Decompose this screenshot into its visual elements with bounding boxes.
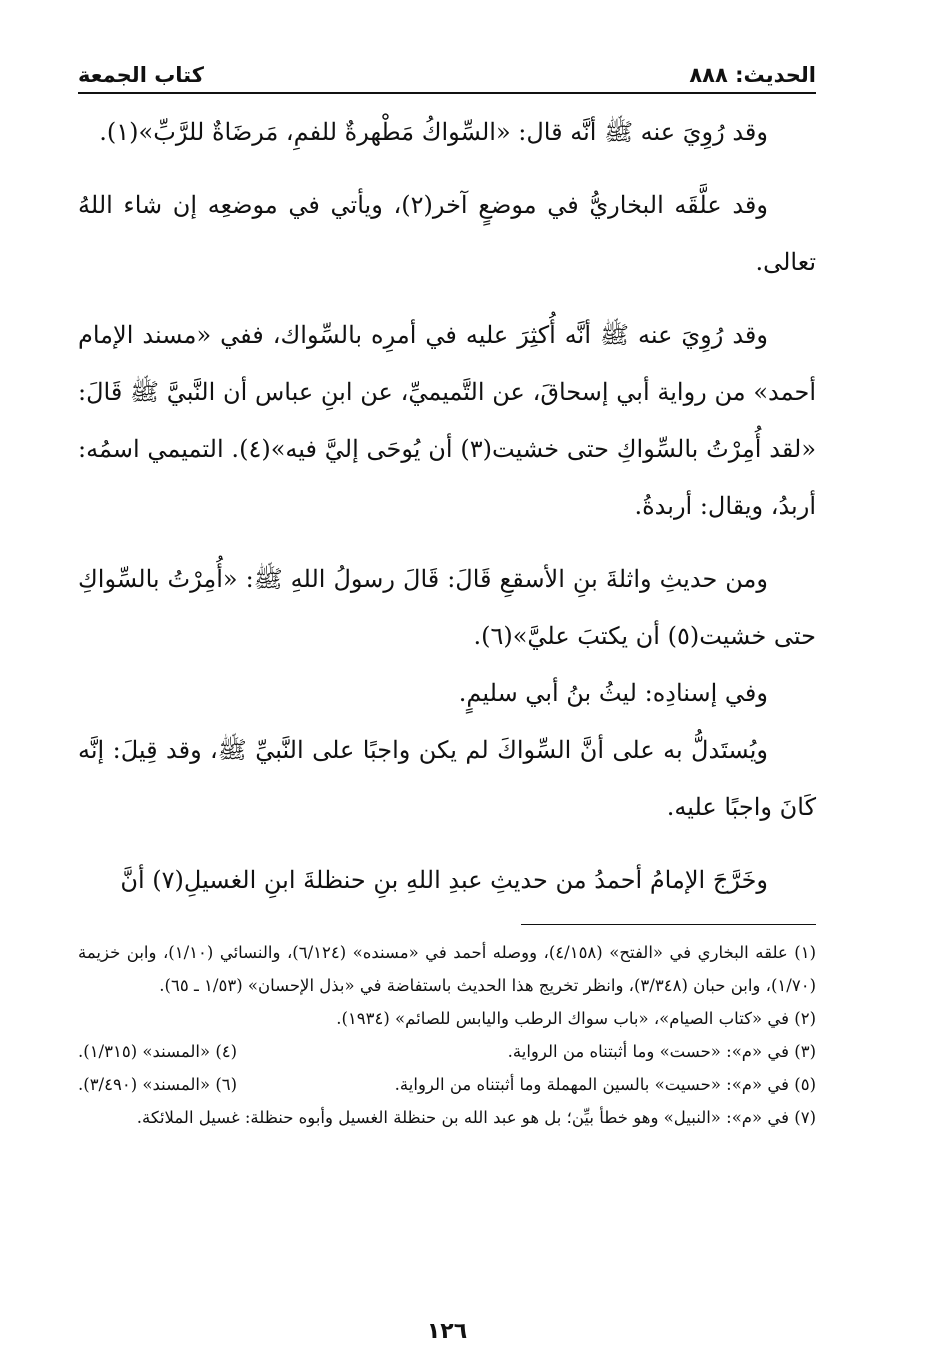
paragraph: وقد رُوِيَ عنه ﷺ أنَّه قال: «السِّواكُ مَطْهرةٌ للفمِ، مَرضَاةٌ للرَّبِّ»(١). (99, 118, 768, 146)
paragraph: ويُستَدلُّ به على أنَّ السِّواكَ لم يكن واجبًا على النَّبيِّ ﷺ، وقد قِيلَ: إنَّه كَانَ واجبًا عليه. (78, 736, 816, 821)
paragraph: وقد رُوِيَ عنه ﷺ أنَّه أُكثِرَ عليه في أمرِه بالسِّواك، ففي «مسند الإمام أحمد» من رواية أبي إسحاقَ، عن التَّميميِّ، عن ابنِ عباس أن النَّبيَّ ﷺ قَالَ: «لقد أُمِرْتُ بالسِّواكِ حتى خشيت(٣) أن يُوحَى إليَّ فيه»(٤). التميمي اسمُه: أربدُ، ويقال: أربدةُ. (78, 321, 817, 520)
paragraph: وخَرَّجَ الإمامُ أحمدُ من حديثِ عبدِ اللهِ بنِ حنظلةَ ابنِ الغسيلِ(٧) أنَّ (120, 866, 768, 894)
footnote: (٥) في «م»: «حسيت» بالسين المهملة وما أثبتناه من الرواية. (394, 1075, 816, 1094)
book-title: كتاب الجمعة (78, 63, 204, 87)
footnote: (٣) في «م»: «حست» وما أثبتناه من الرواية. (507, 1042, 816, 1061)
paragraph: وقد علَّقَه البخاريُّ في موضعٍ آخر(٢)، ويأتي في موضعِه إن شاء اللهُ تعالى. (78, 191, 816, 276)
page-header (78, 58, 816, 94)
footnotes (78, 936, 816, 1134)
footnote: (٢) في «كتاب الصيام»، «باب سواك الرطب واليابس للصائم» (١٩٣٤). (336, 1009, 816, 1028)
footnote: (٦) «المسند» (٣/٤٩٠). (78, 1075, 238, 1094)
paragraph: ومن حديثِ واثلةَ بنِ الأسقعِ قَالَ: قَالَ رسولُ اللهِ ﷺ: «أُمِرْتُ بالسِّواكِ حتى خشيت(٥) أن يكتبَ عليَّ»(٦). (78, 565, 816, 650)
footnote-row (78, 1035, 816, 1068)
paragraph: وفي إسنادِه: ليثُ بنُ أبي سليمٍ. (458, 679, 768, 707)
footnote: (١) علقه البخاري في «الفتح» (٤/١٥٨)، ووصله أحمد في «مسنده» (٦/١٢٤)، والنسائي (١/١٠)، وابن خزيمة (١/٧٠)، وابن حبان (٣/٣٤٨)، وانظر تخريج هذا الحديث باستفاضة في «بذل الإحسان» (١/٥٣ ـ ٦٥). (78, 943, 816, 995)
footnote-row (78, 1068, 816, 1101)
footnote: (٧) في «م»: «النبيل» وهو خطأ بيِّن؛ بل هو عبد الله بن حنظلة الغسيل وأبوه حنظلة: غسيل الملائكة. (136, 1108, 816, 1127)
book-page (78, 58, 816, 1348)
footnote-divider (521, 924, 816, 925)
page-number: ١٢٦ (426, 1319, 468, 1344)
main-text (78, 104, 816, 909)
footnote: (٤) «المسند» (١/٣١٥). (78, 1042, 238, 1061)
hadith-number: الحديث: ٨٨٨ (689, 63, 816, 87)
